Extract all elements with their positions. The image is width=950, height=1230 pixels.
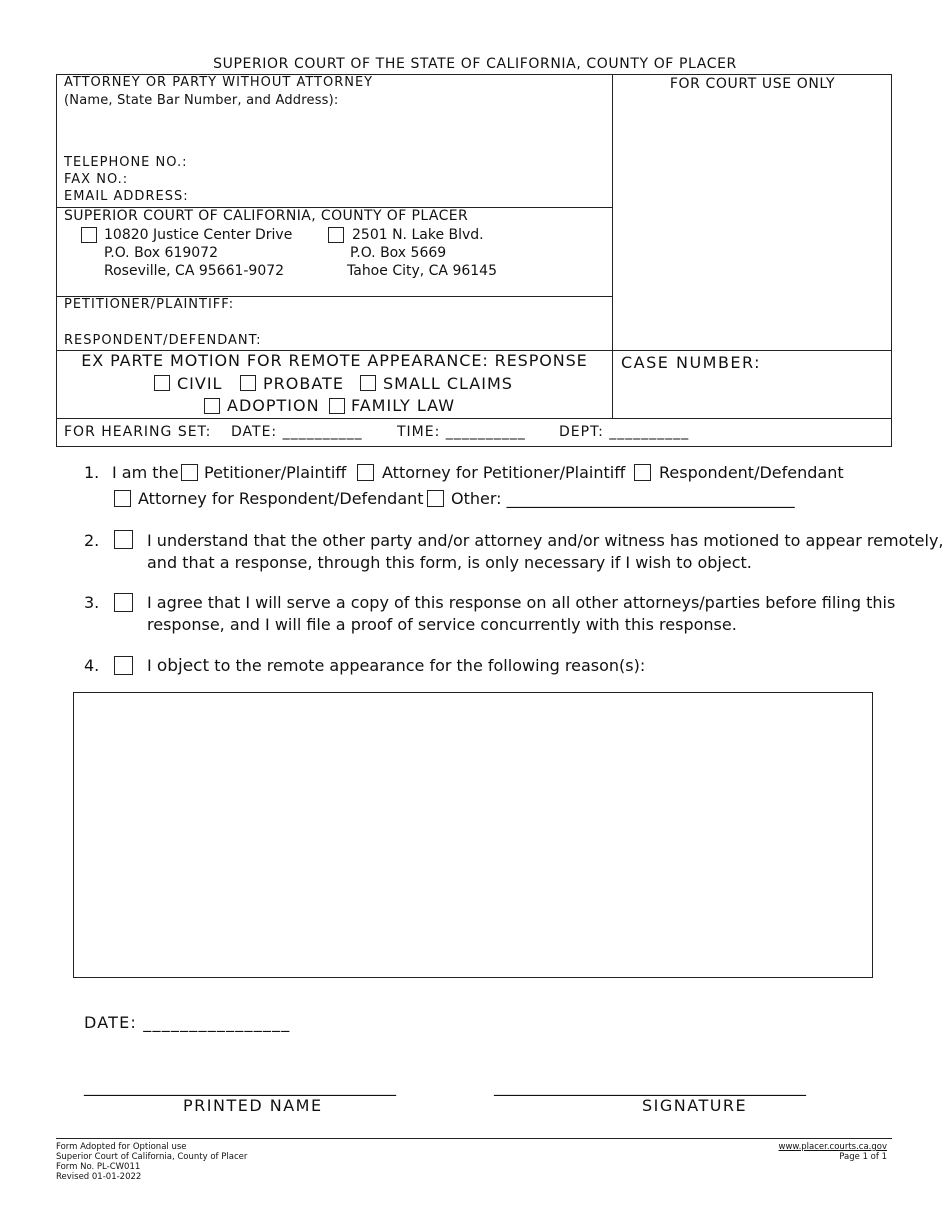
location-tahoe-checkbox[interactable] (328, 227, 344, 243)
respondent-defendant-label: Respondent/Defendant (659, 463, 844, 482)
attorney-respondent-checkbox[interactable] (114, 490, 131, 507)
probate-label: PROBATE (263, 374, 344, 393)
respondent-defendant-checkbox[interactable] (634, 464, 651, 481)
email-label: EMAIL ADDRESS: (64, 189, 189, 204)
item-2-checkbox[interactable] (114, 530, 133, 549)
small-claims-checkbox[interactable] (360, 375, 376, 391)
attorney-label: ATTORNEY OR PARTY WITHOUT ATTORNEY (64, 75, 374, 90)
hearing-dept-field[interactable]: DEPT: __________ (559, 424, 690, 440)
location-roseville-checkbox[interactable] (81, 227, 97, 243)
item-3-line-1: I agree that I will serve a copy of this response on all other attorneys/parties before filing this (147, 593, 896, 612)
item-1-number: 1. (84, 463, 100, 482)
item-4-text: I object to the remote appearance for the following reason(s): (147, 656, 646, 676)
attorney-sublabel: (Name, State Bar Number, and Address): (64, 93, 339, 108)
motion-title: EX PARTE MOTION FOR REMOTE APPEARANCE: RESPONSE (81, 351, 588, 370)
roseville-po-box: P.O. Box 619072 (104, 245, 218, 261)
probate-checkbox[interactable] (240, 375, 256, 391)
footer-page-number: Page 1 of 1 (839, 1152, 887, 1162)
petitioner-plaintiff-checkbox[interactable] (181, 464, 198, 481)
adoption-checkbox[interactable] (204, 398, 220, 414)
adoption-label: ADOPTION (227, 396, 320, 415)
footer-form-no: Form No. PL-CW011 (56, 1162, 141, 1172)
reasons-textarea[interactable] (73, 692, 873, 978)
attorney-respondent-label: Attorney for Respondent/Defendant (138, 489, 424, 508)
item-2-line-1: I understand that the other party and/or attorney and/or witness has motioned to appear remotely, (147, 531, 944, 550)
hearing-label: FOR HEARING SET: (64, 424, 212, 440)
hearing-date-field[interactable]: DATE: __________ (231, 424, 363, 440)
tahoe-address: 2501 N. Lake Blvd. (352, 227, 484, 243)
item-4-checkbox[interactable] (114, 656, 133, 675)
item-3-number: 3. (84, 593, 100, 612)
item-2-line-2: and that a response, through this form, is only necessary if I wish to object. (147, 553, 752, 572)
civil-checkbox[interactable] (154, 375, 170, 391)
other-field[interactable]: Other: ____________________________________ (451, 489, 795, 508)
hearing-time-field[interactable]: TIME: __________ (397, 424, 526, 440)
case-number-label: CASE NUMBER: (621, 353, 762, 372)
signature-label: SIGNATURE (642, 1096, 748, 1115)
item-2-number: 2. (84, 531, 100, 550)
family-law-label: FAMILY LAW (351, 396, 456, 415)
i-am-the-label: I am the (112, 463, 179, 482)
item-4-number: 4. (84, 656, 100, 675)
petitioner-plaintiff-label: Petitioner/Plaintiff (204, 463, 347, 482)
telephone-label: TELEPHONE NO.: (64, 155, 188, 170)
footer-divider (56, 1138, 892, 1139)
item-3-checkbox[interactable] (114, 593, 133, 612)
other-checkbox[interactable] (427, 490, 444, 507)
attorney-petitioner-label: Attorney for Petitioner/Plaintiff (382, 463, 626, 482)
printed-name-line[interactable]: _______________________________________ (84, 1077, 396, 1096)
civil-label: CIVIL (177, 374, 223, 393)
tahoe-city: Tahoe City, CA 96145 (347, 263, 497, 279)
footer-adopted: Form Adopted for Optional use (56, 1142, 187, 1152)
roseville-city: Roseville, CA 95661-9072 (104, 263, 285, 279)
petitioner-label: PETITIONER/PLAINTIFF: (64, 297, 235, 312)
tahoe-po-box: P.O. Box 5669 (350, 245, 447, 261)
attorney-petitioner-checkbox[interactable] (357, 464, 374, 481)
item-3-line-2: response, and I will file a proof of service concurrently with this response. (147, 615, 737, 634)
printed-name-label: PRINTED NAME (183, 1096, 323, 1115)
family-law-checkbox[interactable] (329, 398, 345, 414)
page-title: SUPERIOR COURT OF THE STATE OF CALIFORNIA, COUNTY OF PLACER (213, 56, 737, 72)
respondent-label: RESPONDENT/DEFENDANT: (64, 333, 262, 348)
court-use-label: FOR COURT USE ONLY (669, 76, 836, 92)
roseville-address: 10820 Justice Center Drive (104, 227, 293, 243)
footer-revised: Revised 01-01-2022 (56, 1172, 142, 1182)
footer-website-link[interactable]: www.placer.courts.ca.gov (778, 1142, 887, 1152)
small-claims-label: SMALL CLAIMS (383, 374, 513, 393)
footer-court: Superior Court of California, County of Placer (56, 1152, 248, 1162)
object-emphasis: object (156, 656, 210, 676)
date-field[interactable]: DATE: ________________ (84, 1013, 291, 1032)
fax-label: FAX NO.: (64, 172, 129, 187)
court-title: SUPERIOR COURT OF CALIFORNIA, COUNTY OF PLACER (64, 208, 469, 224)
signature-line[interactable]: _______________________________________ (494, 1077, 806, 1096)
